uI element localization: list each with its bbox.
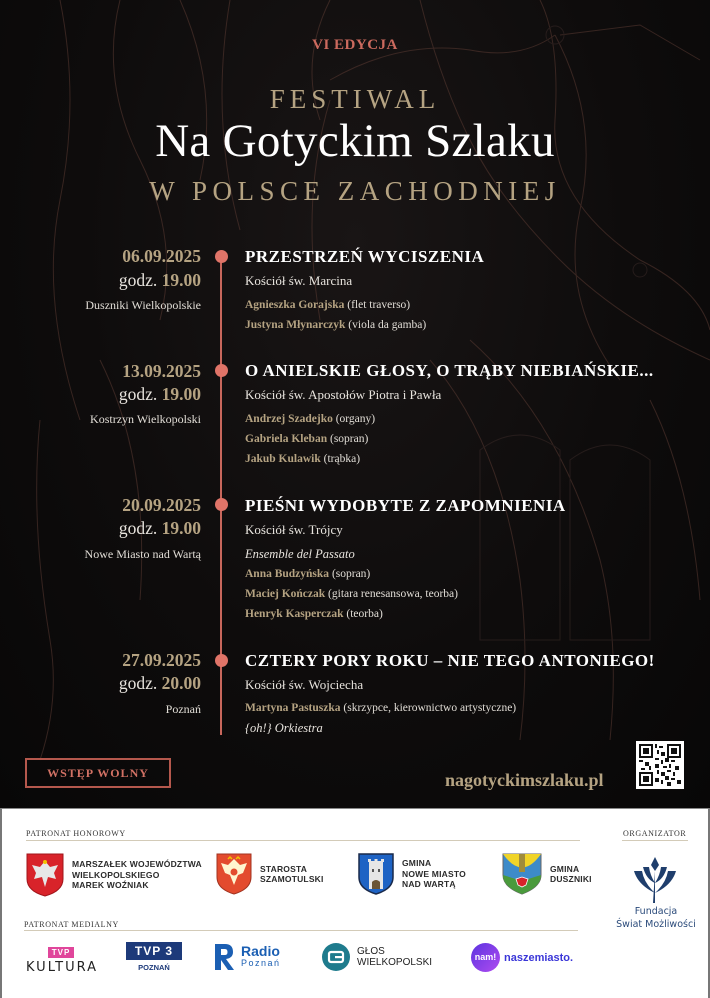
performer-role: (trąbka) — [323, 453, 361, 465]
ensemble-name: {oh!} Orkiestra — [245, 721, 323, 735]
website-link[interactable]: nagotyckimszlaku.pl — [445, 770, 604, 790]
event-title: CZTERY PORY ROKU – NIE TEGO ANTONIEGO! — [245, 651, 655, 670]
event-church: Kościół św. Trójcy — [245, 522, 343, 537]
time-prefix: godz. — [118, 384, 158, 404]
logo-caption: GMINA NOWE MIASTO NAD WARTĄ — [402, 858, 466, 890]
nam-badge-icon: nam! — [471, 943, 500, 972]
performer-role: (sopran) — [331, 568, 371, 580]
performer-name: Jakub Kulawik — [245, 453, 321, 465]
performer-name: Andrzej Szadejko — [245, 413, 333, 425]
event-date: 27.09.2025 — [122, 650, 201, 670]
time-value: 19.00 — [161, 384, 201, 404]
time-value: 19.00 — [161, 270, 201, 290]
performer — [245, 702, 516, 714]
tvp3-badge: TVP 3 — [126, 942, 182, 960]
honorary-patronage-label: PATRONAT HONOROWY — [26, 829, 126, 838]
tvp-kultura-name: KULTURA — [26, 960, 98, 975]
festival-title: Na Gotyckim Szlaku — [155, 115, 555, 167]
performer-role: (flet traverso) — [347, 299, 411, 311]
free-entry-badge: WSTĘP WOLNY — [25, 758, 171, 788]
performer-role: (sopran) — [327, 433, 369, 445]
performer — [245, 588, 458, 600]
organizer-label: ORGANIZATOR — [623, 829, 687, 838]
event-place: Nowe Miasto nad Wartą — [84, 547, 201, 561]
event-time — [119, 384, 201, 405]
performer — [245, 453, 360, 465]
performer-name: Maciej Kończak — [245, 588, 326, 600]
performer — [245, 608, 383, 620]
performer — [245, 568, 370, 580]
performer-role: (viola da gamba) — [348, 319, 427, 331]
event-date: 20.09.2025 — [122, 495, 201, 515]
nowe-miasto-coat-of-arms-icon — [358, 853, 394, 895]
naszemiasto-name: naszemiasto. — [504, 951, 574, 964]
timeline-dot-icon — [215, 250, 228, 263]
radio-name: Radio — [241, 943, 280, 959]
performer-name: Henryk Kasperczak — [245, 608, 344, 620]
time-value: 19.00 — [161, 518, 201, 538]
ensemble-name: Ensemble del Passato — [245, 547, 355, 561]
glos-line1: GŁOS — [357, 946, 385, 957]
glos-g-icon — [322, 943, 350, 971]
event-church: Kościół św. Wojciecha — [245, 677, 364, 692]
logo-naszemiasto — [471, 943, 573, 972]
performer — [245, 413, 375, 425]
performer-role: (teorba) — [346, 608, 383, 620]
event-time — [119, 673, 201, 694]
performer-role: (gitara renesansowa, teorba) — [328, 588, 458, 600]
logo-tvp3-poznan — [126, 942, 182, 972]
edition-label: VI EDYCJA — [312, 37, 398, 53]
logo-marszalek — [26, 853, 202, 897]
fundacja-swiat-mozliwosci-logo-icon — [632, 857, 678, 903]
performer — [245, 433, 368, 445]
media-patronage-label: PATRONAT MEDIALNY — [24, 920, 119, 929]
divider — [622, 840, 688, 841]
time-prefix: godz. — [118, 673, 158, 693]
szamotuly-coat-of-arms-icon — [216, 853, 252, 895]
tvp-badge: TVP — [48, 947, 75, 958]
performer-name: Justyna Młynarczyk — [245, 319, 346, 331]
event-church: Kościół św. Marcina — [245, 273, 353, 288]
time-prefix: godz. — [118, 518, 158, 538]
performer — [245, 299, 410, 311]
event-date: 06.09.2025 — [122, 246, 201, 266]
timeline-dot-icon — [215, 498, 228, 511]
time-value: 20.00 — [161, 673, 201, 693]
logo-caption: MARSZAŁEK WOJEWÓDZTWA WIELKOPOLSKIEGO MAREK WOŹNIAK — [72, 859, 202, 891]
radio-city: Poznań — [241, 958, 281, 968]
logo-gmina-duszniki — [502, 853, 592, 895]
tvp3-city: POZNAŃ — [138, 963, 170, 972]
event-time — [119, 270, 201, 291]
logo-caption: GMINA DUSZNIKI — [550, 863, 592, 884]
performer-name: Agnieszka Gorajska — [245, 299, 345, 311]
logo-tvp-kultura — [26, 940, 96, 975]
event-time — [119, 518, 201, 539]
event-title: O ANIELSKIE GŁOSY, O TRĄBY NIEBIAŃSKIE... — [245, 361, 654, 380]
event-title: PRZESTRZEŃ WYCISZENIA — [245, 247, 485, 266]
qr-code-icon[interactable] — [636, 741, 684, 789]
event-place: Kostrzyn Wielkopolski — [90, 412, 201, 426]
performer-role: (skrzypce, kierownictwo artystyczne) — [343, 702, 517, 714]
festival-label: FESTIWAL — [269, 84, 441, 114]
divider — [26, 840, 580, 841]
logo-gmina-nowe-miasto — [358, 853, 466, 895]
logo-starosta — [216, 853, 324, 895]
event-place: Poznań — [165, 702, 201, 716]
event-date: 13.09.2025 — [122, 361, 201, 381]
performer-name: Gabriela Kleban — [245, 433, 328, 445]
event-title: PIEŚNI WYDOBYTE Z ZAPOMNIENIA — [245, 496, 566, 515]
radio-poznan-r-icon — [213, 942, 235, 972]
performer — [245, 319, 426, 331]
event-church: Kościół św. Apostołów Piotra i Pawła — [245, 387, 442, 402]
timeline-dot-icon — [215, 654, 228, 667]
performer-name: Anna Budzyńska — [245, 568, 330, 580]
duszniki-coat-of-arms-icon — [502, 853, 542, 895]
divider — [24, 930, 578, 931]
glos-line2: WIELKOPOLSKI — [357, 957, 433, 968]
timeline-dot-icon — [215, 364, 228, 377]
logo-glos-wielkopolski — [322, 943, 432, 971]
organizer-name: Fundacja Świat Możliwości — [616, 906, 696, 930]
event-place: Duszniki Wielkopolskie — [85, 298, 201, 312]
performer-name: Martyna Pastuszka — [245, 702, 341, 714]
wielkopolska-coat-of-arms-icon — [26, 853, 64, 897]
logo-radio-poznan — [213, 942, 281, 972]
logo-caption: STAROSTA SZAMOTULSKI — [260, 863, 324, 884]
performer-role: (organy) — [335, 413, 376, 425]
time-prefix: godz. — [118, 270, 158, 290]
festival-subtitle: W POLSCE ZACHODNIEJ — [149, 176, 561, 206]
